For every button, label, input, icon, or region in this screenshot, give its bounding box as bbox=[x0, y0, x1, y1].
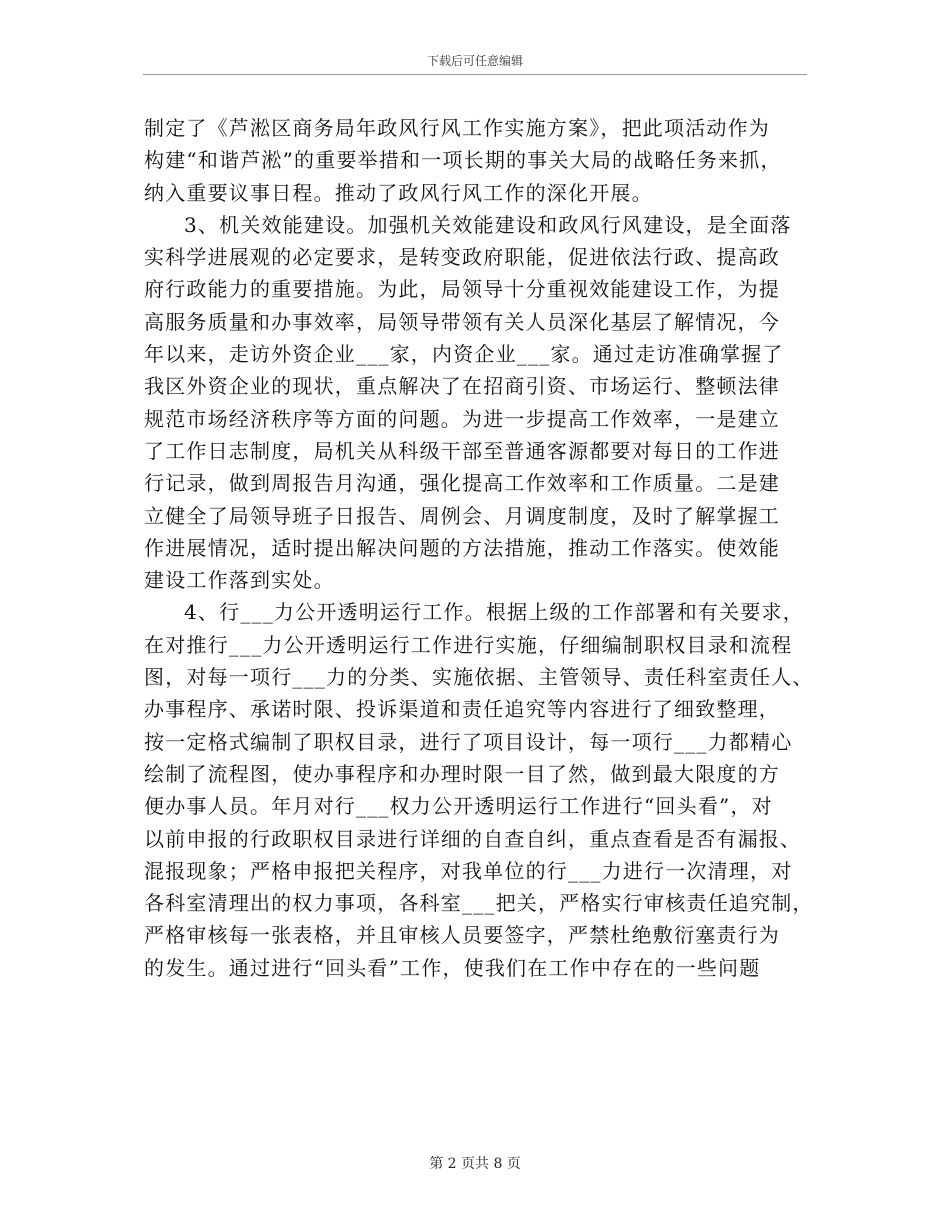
text-line: 各科室清理出的权力事项，各科室___把关，严格实行审核责任追究制， bbox=[144, 891, 814, 916]
text-line: 行记录，做到周报告月沟通，强化提高工作效率和工作质量。二是建 bbox=[144, 471, 780, 496]
text-line: 在对推行___力公开透明运行工作进行实施，仔细编制职权目录和流程 bbox=[144, 632, 793, 657]
text-line: 实科学进展观的必定要求，是转变政府职能，促进依法行政、提高政 bbox=[144, 245, 780, 270]
text-line: 混报现象；严格申报把关程序，对我单位的行___力进行一次清理，对 bbox=[144, 858, 793, 883]
text-line: 制定了《芦淞区商务局年政风行风工作实施方案》，把此项活动作为 bbox=[144, 116, 770, 140]
page-header: 下载后可任意编辑 bbox=[426, 54, 523, 68]
text-line: 构建“和谐芦淞”的重要举措和一项长期的事关大局的战略任务来抓， bbox=[144, 148, 782, 173]
text-line: 办事程序、承诺时限、投诉渠道和责任追究等内容进行了细致整理， bbox=[144, 697, 780, 722]
paragraph-3-first-line: 3、机关效能建设。加强机关效能建设和政风行风建设，是全面落 bbox=[184, 212, 792, 237]
document-body bbox=[144, 112, 824, 984]
text-line: 纳入重要议事日程。推动了政风行风工作的深化开展。 bbox=[144, 180, 653, 205]
text-line: 绘制了流程图，使办事程序和办理时限一目了然，做到最大限度的方 bbox=[144, 761, 780, 786]
text-line: 作进展情况，适时提出解决问题的方法措施，推动工作落实。使效能 bbox=[144, 535, 780, 560]
page-number: 第 2 页共 8 页 bbox=[429, 1156, 521, 1172]
text-line: 图，对每一项行___力的分类、实施依据、主管领导、责任科室责任人、 bbox=[144, 665, 814, 690]
text-line: 的发生。通过进行“回头看”工作，使我们在工作中存在的一些问题 bbox=[144, 955, 761, 980]
text-line: 高服务质量和办事效率，局领导带领有关人员深化基层了解情况，今 bbox=[144, 309, 780, 334]
text-line: 按一定格式编制了职权目录，进行了项目设计，每一项行___力都精心 bbox=[144, 729, 793, 754]
text-line: 规范市场经济秩序等方面的问题。为进一步提高工作效率，一是建立 bbox=[144, 406, 780, 431]
text-line: 严格审核每一张表格，并且审核人员要签字，严禁杜绝敷衍塞责行为 bbox=[144, 923, 780, 948]
text-line: 我区外资企业的现状，重点解决了在招商引资、市场运行、整顿法律 bbox=[144, 374, 780, 399]
text-line: 建设工作落到实处。 bbox=[144, 568, 335, 593]
text-line: 了工作日志制度，局机关从科级干部至普通客源都要对每日的工作进 bbox=[144, 438, 780, 463]
text-line: 立健全了局领导班子日报告、周例会、月调度制度，及时了解掌握工 bbox=[144, 503, 780, 528]
paragraph-4-first-line: 4、行___力公开透明运行工作。根据上级的工作部署和有关要求， bbox=[184, 600, 804, 625]
text-line: 年以来，走访外资企业___家，内资企业___家。通过走访准确掌握了 bbox=[144, 342, 784, 367]
text-line: 便办事人员。年月对行___权力公开透明运行工作进行“回头看”，对 bbox=[144, 794, 773, 819]
text-line: 以前申报的行政职权目录进行详细的自查自纠，重点查看是否有漏报、 bbox=[144, 826, 802, 851]
header-divider bbox=[143, 74, 807, 75]
text-line: 府行政能力的重要措施。为此，局领导十分重视效能建设工作，为提 bbox=[144, 277, 780, 302]
